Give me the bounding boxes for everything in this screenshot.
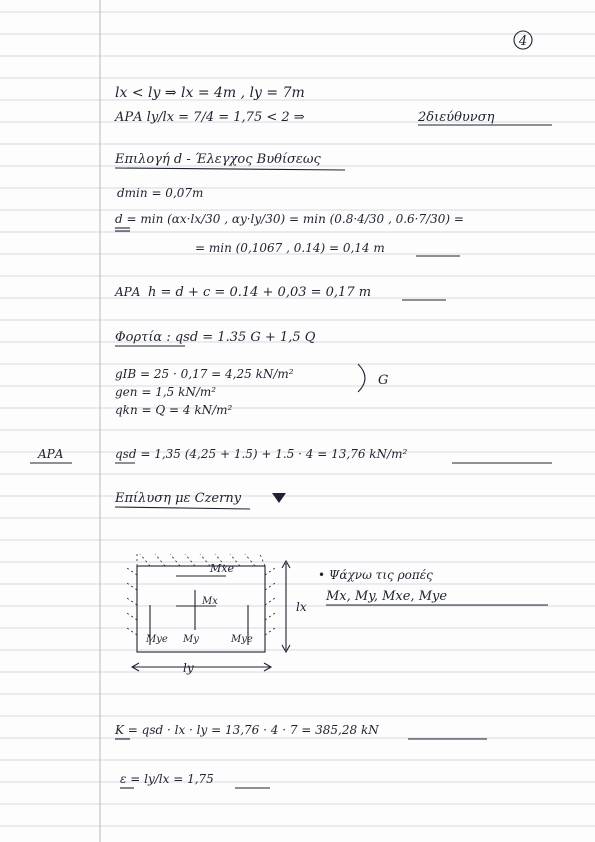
g-brace xyxy=(358,364,365,392)
ratio-line-prefix: ΑΡΑ ly/lx = 7/4 = 1,75 < 2 ⇒ xyxy=(115,110,305,125)
page-number: 4 xyxy=(518,34,528,49)
min-result: = min (0,1067 , 0.14) = 0,14 m xyxy=(195,241,385,255)
czerny-heading: Επίλυση με Czerny xyxy=(115,491,242,506)
ruled-lines xyxy=(0,12,595,826)
q-line: qkn = Q = 4 kN/m² xyxy=(115,403,233,417)
slab-sketch xyxy=(127,554,307,675)
g-en-line: gen = 1,5 kN/m² xyxy=(115,385,217,399)
dmin-line: dmin = 0,07m xyxy=(117,186,204,200)
slab-type: 2διεύθυνση xyxy=(418,110,495,125)
label-apa-1: ΑΡΑ xyxy=(115,285,141,299)
heading-thickness-selection: Επιλογή d - Έλεγχος Βυθίσεως xyxy=(115,152,321,167)
d-formula: d = min (αx·lx/30 , αy·ly/30) = min (0.8·4/30 , 0.6·7/30) = xyxy=(115,212,464,226)
g-ib-line: gIB = 25 · 0,17 = 4,25 kN/m² xyxy=(115,367,294,381)
g-label: G xyxy=(378,373,389,388)
label-my: My xyxy=(183,634,199,645)
h-equation: h = d + c = 0.14 + 0,03 = 0,17 m xyxy=(148,285,372,300)
span-relation: lx < ly ⇒ lx = 4m , ly = 7m xyxy=(115,85,305,101)
label-mye-right: Mye xyxy=(231,634,253,645)
qsd-total: qsd = 1,35 (4,25 + 1.5) + 1.5 · 4 = 13,76 kN/m² xyxy=(115,447,408,461)
label-lx: lx xyxy=(296,600,307,614)
label-apa-2: ΑΡΑ xyxy=(38,447,64,461)
label-mx: Mx xyxy=(202,596,218,607)
loads-line: Φορτία : qsd = 1.35 G + 1,5 Q xyxy=(115,330,316,345)
k-equation: K = qsd · lx · ly = 13,76 · 4 · 7 = 385,28 kN xyxy=(115,723,379,737)
pointer-icon xyxy=(272,493,286,503)
note-moments: Mx, My, Mxe, Mye xyxy=(326,589,448,604)
label-ly: ly xyxy=(183,661,194,675)
label-mxe: Mxe xyxy=(210,562,234,575)
epsilon-equation: ε = ly/lx = 1,75 xyxy=(120,772,214,786)
heading-underline xyxy=(115,168,345,170)
label-mye-left: Mye xyxy=(146,634,168,645)
note-text: • Ψάχνω τις ροπές xyxy=(318,568,433,582)
czerny-underline xyxy=(115,507,250,509)
